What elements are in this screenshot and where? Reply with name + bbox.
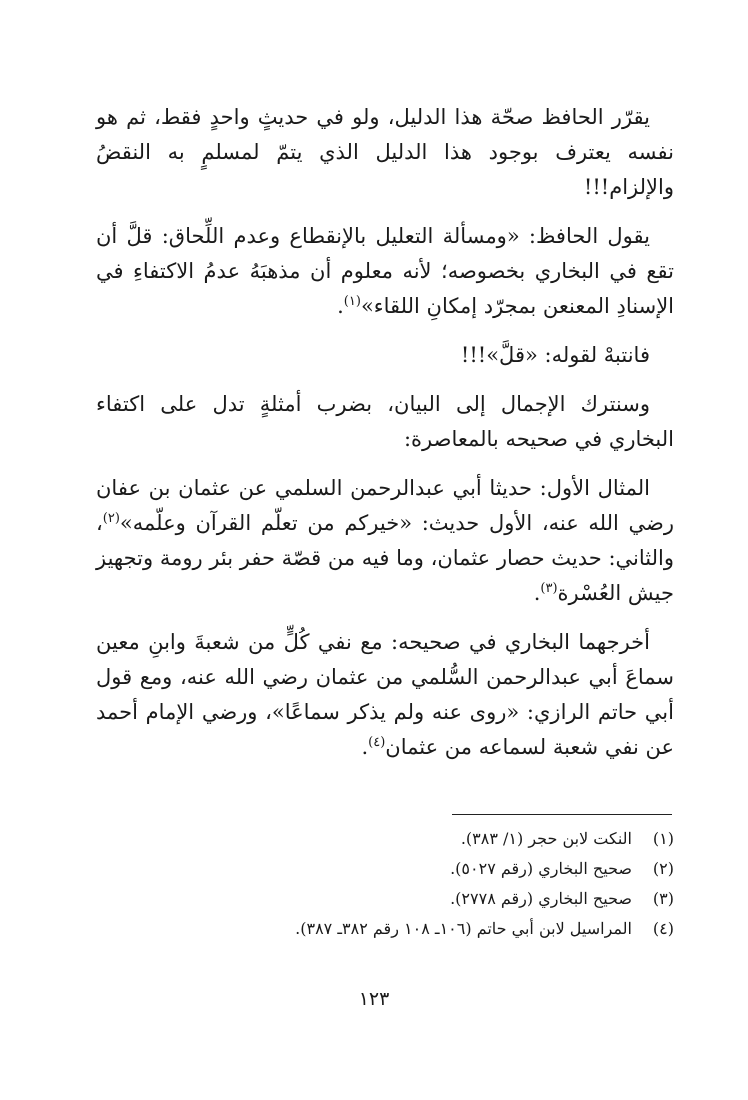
footnote-ref-2[interactable]: (٢) <box>102 511 120 526</box>
footnote-ref-3[interactable]: (٣) <box>540 581 558 596</box>
paragraph-4-text: وسنترك الإجمال إلى البيان، بضرب أمثلةٍ تدل على اكتفاء البخاري في صحيحه بالمعاصرة: <box>96 392 674 451</box>
footnote-2-text: صحيح البخاري (رقم ٥٠٢٧). <box>450 859 632 878</box>
paragraph-5 <box>96 471 674 611</box>
paragraph-2-period: . <box>337 294 344 318</box>
footnote-1-text: النكت لابن حجر (١/ ٣٨٣). <box>460 829 632 848</box>
page-number: ١٢٣ <box>358 988 390 1010</box>
footnote-4-text: المراسيل لابن أبي حاتم (١٠٦ـ ١٠٨ رقم ٣٨٢ـ ٣٨٧). <box>295 919 632 938</box>
paragraph-1-text: يقرّر الحافظ صحّة هذا الدليل، ولو في حديثٍ واحدٍ فقط، ثم هو نفسه يعترف بوجود هذا الدليل الذي يتمّ لمسلمٍ به النقضُ والإلزام!!! <box>96 105 674 199</box>
footnote-1 <box>96 824 674 854</box>
paragraph-5-period: . <box>533 581 541 605</box>
footnote-ref-1[interactable]: (١) <box>343 294 361 309</box>
paragraph-5-text: المثال الأول: حديثا أبي عبدالرحمن السلمي عن عثمان بن عفان رضي الله عنه، الأول حديث: «خيركم من تعلّم القرآن وعلّمه» <box>96 476 674 535</box>
footnote-3 <box>96 884 674 914</box>
paragraph-6 <box>96 625 674 765</box>
page-body <box>96 100 674 779</box>
footnotes-section <box>96 824 674 944</box>
paragraph-6-text: أخرجهما البخاري في صحيحه: مع نفي كُلٍّ من شعبةَ وابنِ معين سماعَ أبي عبدالرحمن السُّلمي من عثمان رضي الله عنه، ومع قول أبي حاتم الرازي: «روى عنه ولم يذكر سماعًا»، ورضي الإمام أحمد عن نفي شعبة لسماعه من عثمان <box>96 630 674 759</box>
footnote-4 <box>96 914 674 944</box>
footnote-3-text: صحيح البخاري (رقم ٢٧٧٨). <box>450 889 632 908</box>
paragraph-4 <box>96 387 674 457</box>
paragraph-1 <box>96 100 674 205</box>
footnote-2 <box>96 854 674 884</box>
footnote-3-number: (٣) <box>652 889 674 908</box>
footnote-divider <box>452 814 672 815</box>
footnote-2-number: (٢) <box>652 859 674 878</box>
footnote-4-number: (٤) <box>652 919 674 938</box>
paragraph-3-text: فانتبهْ لقوله: «قلَّ»!!! <box>460 343 650 367</box>
paragraph-2-text: يقول الحافظ: «ومسألة التعليل بالإنقطاع وعدم اللِّحاق: قلَّ أن تقع في البخاري بخصوصه؛ لأنه معلوم أن مذهبَهُ عدمُ الاكتفاءِ في الإسنادِ المعنعن بمجرّد إمكانِ اللقاء» <box>96 224 674 318</box>
paragraph-3 <box>96 338 674 373</box>
footnote-1-number: (١) <box>652 829 674 848</box>
footnote-ref-4[interactable]: (٤) <box>368 735 386 750</box>
paragraph-6-period: . <box>361 735 369 759</box>
paragraph-5-continuation: ، والثاني: حديث حصار عثمان، وما فيه من قصّة حفر بئر رومة وتجهيز جيش العُسْرة <box>96 511 674 605</box>
paragraph-2 <box>96 219 674 324</box>
